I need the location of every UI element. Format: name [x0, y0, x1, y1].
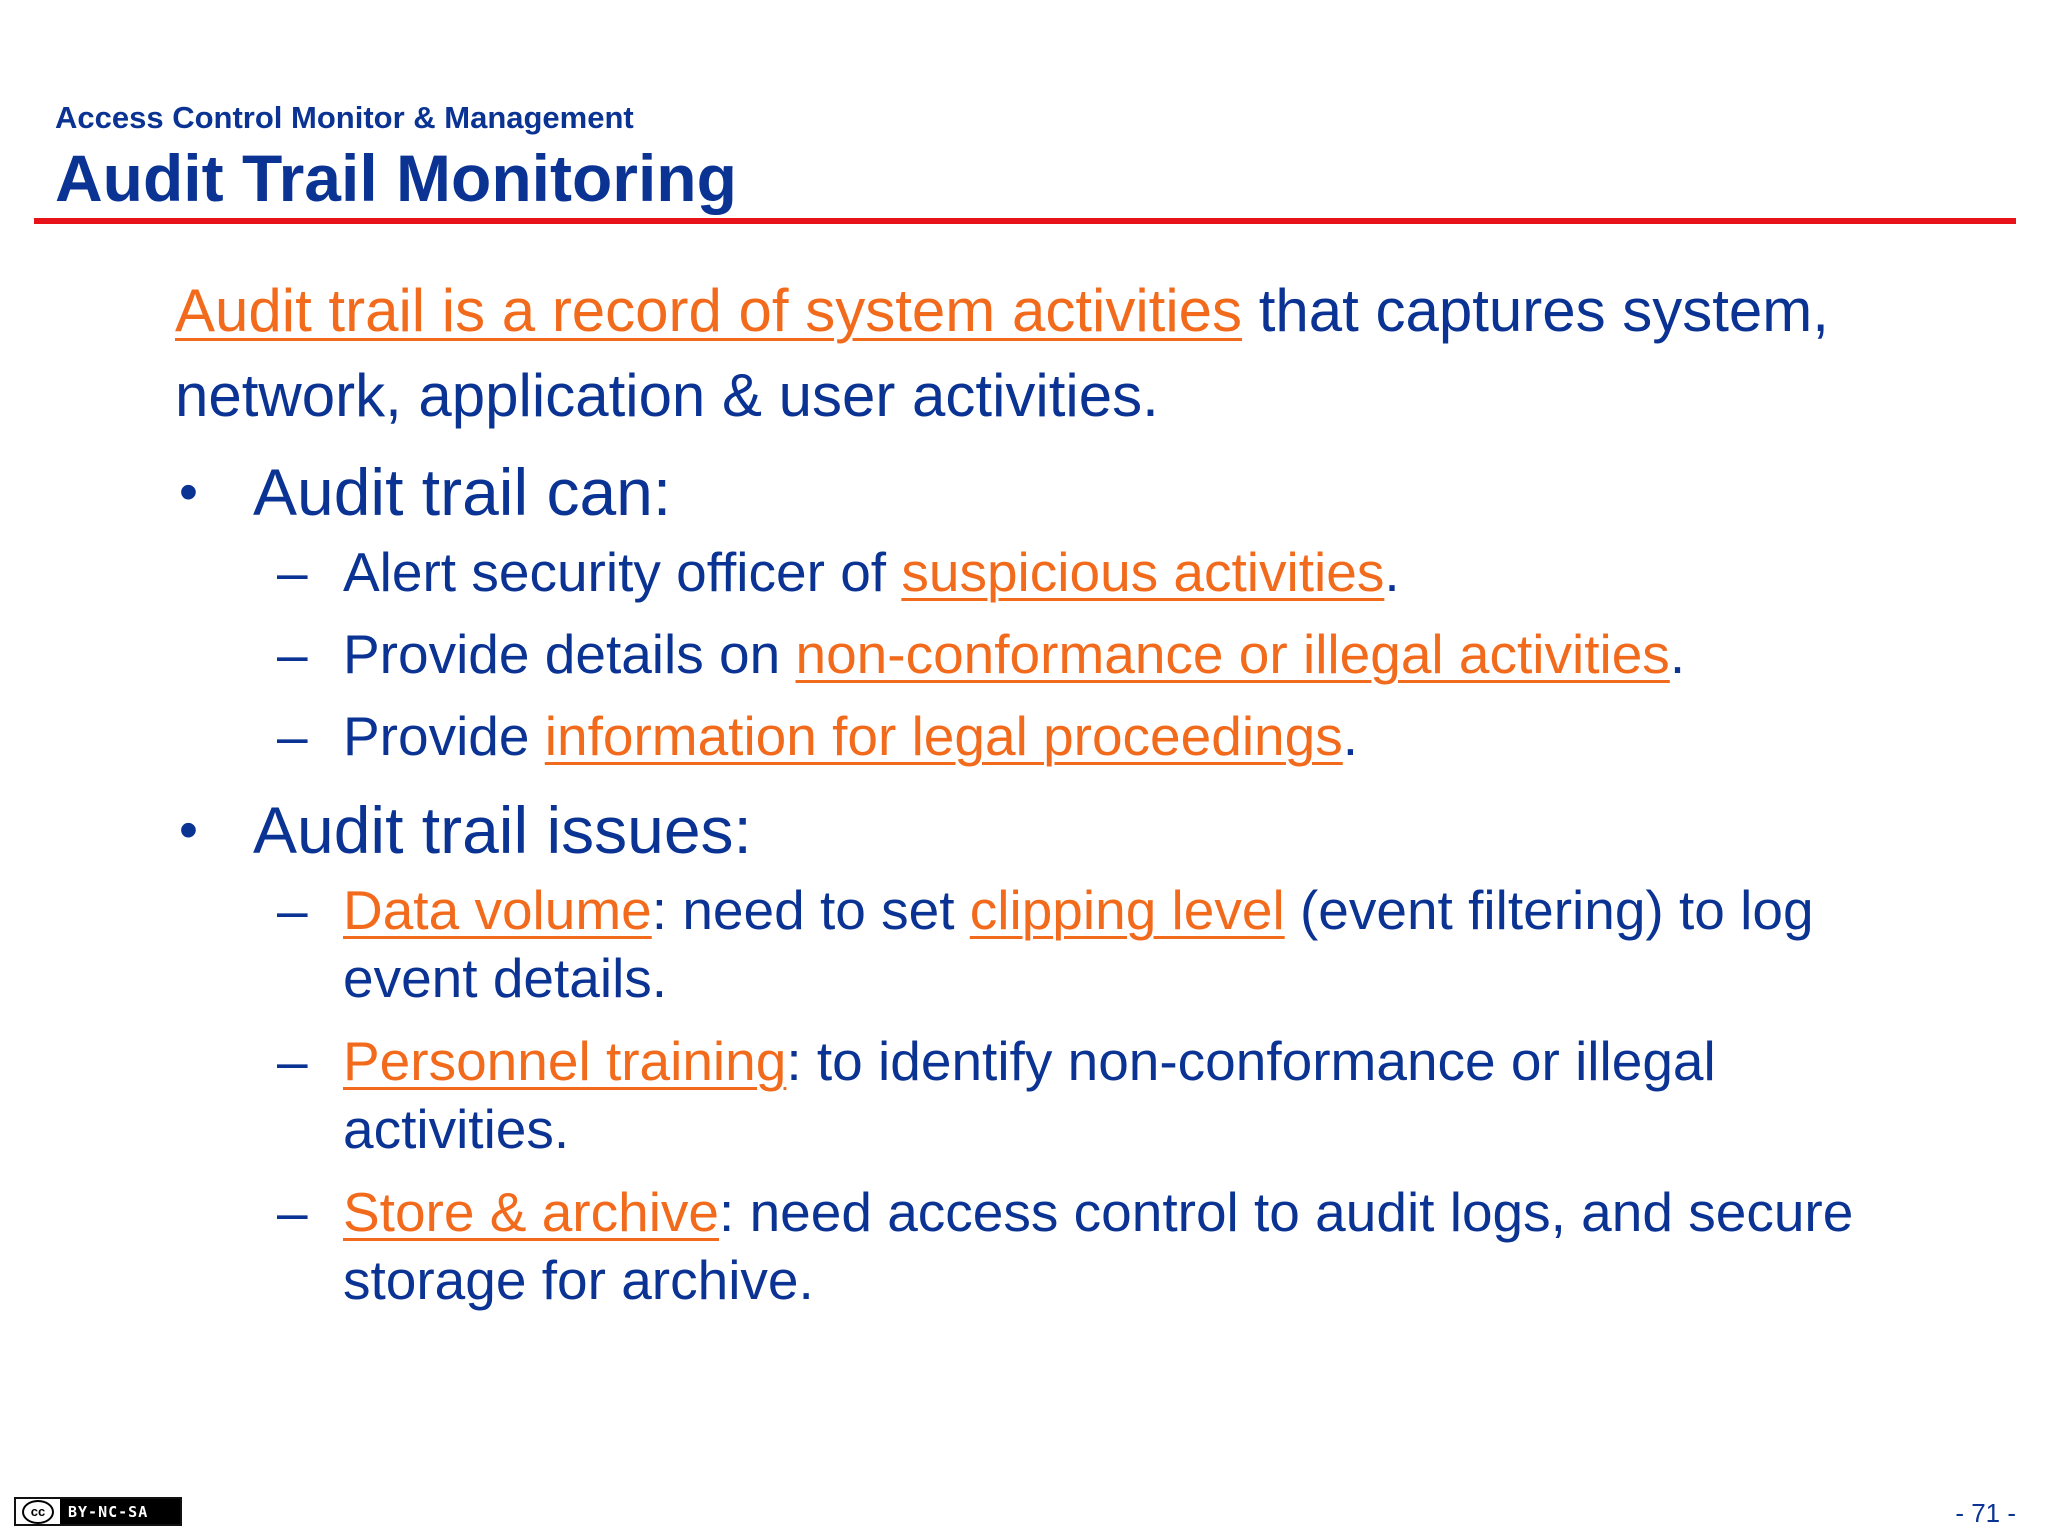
sub-item — [175, 1178, 1895, 1314]
sub-highlight: non-conformance or illegal activities — [795, 623, 1670, 685]
cc-license-badge — [14, 1497, 182, 1526]
page-number: - 71 - — [1955, 1498, 2016, 1528]
sub-text: Provide — [343, 705, 545, 767]
dash-icon: – — [277, 623, 308, 685]
cc-icon-label: cc — [22, 1500, 54, 1524]
sub-text: : to identify non-conformance or illegal activities. — [343, 1030, 1716, 1160]
license-label: BY-NC-SA — [68, 1502, 149, 1521]
slide-title: Audit Trail Monitoring — [55, 141, 737, 215]
sub-item — [175, 876, 1895, 1012]
cc-icon — [16, 1499, 60, 1524]
bullet-icon: • — [179, 800, 198, 860]
sub-text: : need access control to audit logs, and secure storage for archive. — [343, 1181, 1854, 1311]
sub-item — [175, 620, 1895, 688]
bullet-audit-trail-issues — [175, 788, 1895, 872]
sub-highlight: Data volume — [343, 879, 652, 941]
sub-text: . — [1384, 541, 1400, 603]
sub-text: Provide details on — [343, 623, 796, 685]
title-divider — [34, 218, 2016, 224]
dash-icon: – — [277, 705, 308, 767]
bullet-icon: • — [179, 462, 198, 522]
sub-text: (event filtering) to log event details. — [343, 879, 1814, 1009]
sub-text: . — [1669, 623, 1686, 685]
intro-paragraph — [175, 268, 1895, 438]
sub-highlight: Store & archive — [343, 1181, 720, 1243]
dash-icon: – — [277, 1181, 308, 1243]
sub-item — [175, 702, 1895, 770]
dash-icon: – — [277, 541, 308, 603]
sub-highlight: suspicious activities — [901, 541, 1385, 603]
intro-text: that captures system, network, application & user activities. — [175, 277, 1829, 429]
sub-text: . — [1342, 705, 1359, 767]
sub-item — [175, 538, 1895, 606]
slide-body — [175, 268, 1895, 1329]
dash-icon: – — [277, 1030, 308, 1092]
bullet-audit-trail-can — [175, 450, 1895, 534]
sub-text: Alert security officer of — [343, 541, 902, 603]
dash-icon: – — [277, 879, 308, 941]
bullet-text: Audit trail issues: — [253, 793, 752, 867]
sub-highlight: information for legal proceedings — [544, 705, 1343, 767]
sub-text: : need to set — [651, 879, 970, 941]
bullet-text: Audit trail can: — [253, 455, 672, 529]
sub-item — [175, 1027, 1895, 1163]
section-subtitle: Access Control Monitor & Management — [55, 100, 634, 135]
intro-highlight: Audit trail is a record of system activities — [175, 277, 1243, 344]
sub-highlight: Personnel training — [343, 1030, 787, 1092]
sub-highlight: clipping level — [969, 879, 1285, 941]
